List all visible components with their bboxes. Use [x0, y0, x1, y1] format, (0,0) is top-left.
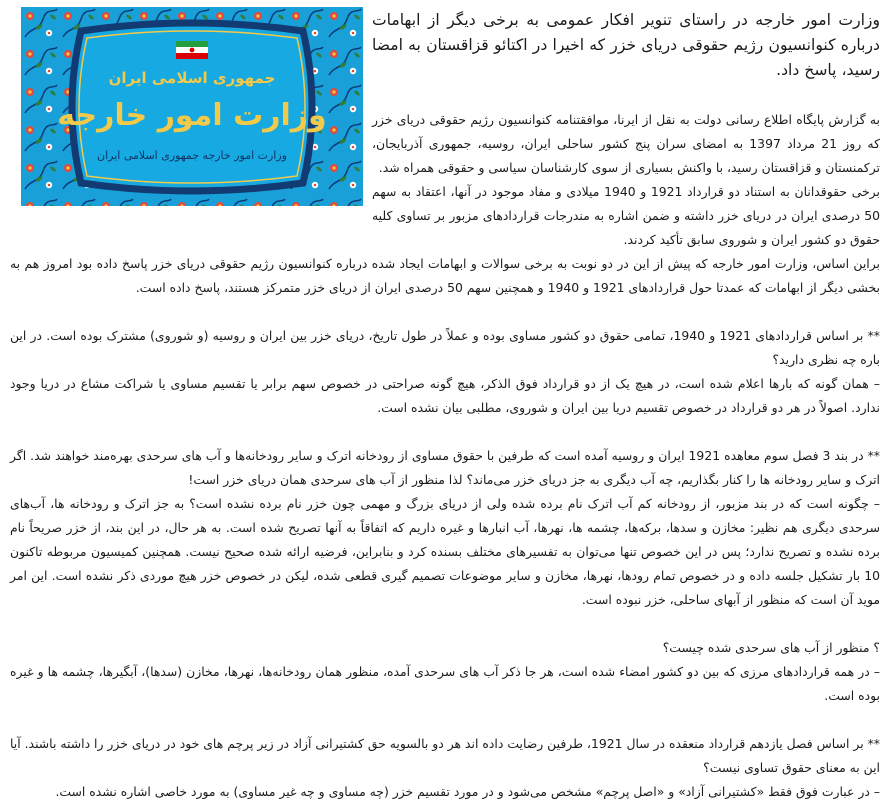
question-3: ؟ منظور از آب های سرحدی شده چیست؟: [662, 640, 880, 655]
paragraph-intro-1: به گزارش پایگاه اطلاع رسانی دولت به نقل از ایرنا، موافقتنامه کنوانسیون رژیم حقوقی دریای خزر که روز 21 مرداد 1397 به امضای سران پنج کشور ساحلی ایران، روسیه، جمهوری آذربایجان، ترکمنستان و قزاقستان رسید، با واکنش بسیاری از سوی کارشناسان سیاسی و حقوقی همراه شد.: [372, 112, 880, 175]
logo-line-republic: جمهوری اسلامی ایران: [108, 69, 276, 87]
answer-2: – چگونه است که در بند مزبور، از رودخانه کم آب اترک نام برده شده ولی از دریای بزرگ و مهمی چون خزر نام برده نشده است؟ به جز اترک و رودخانه ها، آب‌های سرحدی دیگری هم نظیر: مخازن و سدها، برکه‌ها، چشمه ها، نهرها، آب انبارها و غیره داریم که اتفاقاً به آنها تصریح شده است. به هر حال، در این بند، از خزر صریحاً نام برده نشده و تصریح ندارد؛ پس در این خصوص تنها می‌توان به تفسیرهای مختلف بسنده کرد و بنابراین، فرضیه ارائه شده صحیح نیست. همچنین کمیسیون مربوطه تاکنون 10 بار تشکیل جلسه داده و در خصوص تمام رودها، نهرها، مخازن و سایر موضوعات تصمیم گیری قطعی شده، لیکن در خصوص خزر هیچ موردی ذکر نشده است. این امر موید آن است که منظور از آبهای ساحلی، خزر نبوده است.: [10, 496, 880, 607]
logo-line-ministry: وزارت امور خارجه: [57, 98, 327, 133]
question-2: ** در بند 3 فصل سوم معاهده 1921 ایران و روسیه آمده است که طرفین با حقوق مساوی از رودخانه اترک و سایر رودخانه‌ها و آب های سرحدی بهره‌مند خواهند شد. اگر اترک و سایر رودخانه ها را کنار بگذاریم، چه آب دیگری به جز دریای خزر می‌ماند؟ لذا منظور از آب های سرحدی همان دریای خزر است!: [10, 448, 881, 487]
paragraph-intro-3: براین اساس، وزارت امور خارجه که پیش از این در دو نوبت به برخی سوالات و ابهامات ایجاد شده درباره کنوانسیون رژیم حقوقی دریای خزر پاسخ داده بود امروز هم به بخشی دیگر از ابهامات که عمدتا حول قراردادهای 1921 و 1940 و همچنین سهم 50 درصدی ایران از دریای خزر متمرکز هستند، پاسخ داده است.: [10, 256, 880, 295]
logo-line-full: وزارت امور خارجه جمهوری اسلامی ایران: [97, 149, 287, 162]
article-body: [10, 108, 880, 804]
paragraph-intro-2: برخی حقوقدانان به استناد دو قرارداد 1921 و 1940 میلادی و مفاد موجود در آنها، اعتقاد به سهم 50 درصدی ایران در دریای خزر داشته و ضمن اشاره به مندرجات قراردادهای مزبور بر تساوی کلیه حقوق دو کشور ایران و شوروی سابق تأکید کردند.: [372, 184, 880, 247]
answer-3: – در همه قراردادهای مرزی که بین دو کشور امضاء شده است، هر جا ذکر آب های سرحدی آمده، منظور همان رودخانه‌ها، نهرها، مخازن (سدها)، آبگیرها، چشمه ها و غیره بوده است.: [10, 664, 880, 703]
question-4: ** بر اساس فصل یازدهم قرارداد منعقده در سال 1921، طرفین رضایت داده اند هر دو بالسویه حق کشتیرانی آزاد در زیر پرچم های خود در دریای خزر را داشته باشند. آیا این به معنای حقوق تساوی نیست؟: [10, 736, 880, 775]
flag-icon: [176, 41, 208, 59]
answer-1: – همان گونه که بارها اعلام شده است، در هیچ یک از دو قرارداد فوق الذکر، هیچ گونه صراحتی در خصوص سهم برابر یا تقسیم مساوی یا شراکت مشاع در دریا وجود ندارد. اصولاً در هر دو قرارداد در خصوص تقسیم دریا بین ایران و شوروی، مطلبی بیان نشده است.: [10, 376, 880, 415]
answer-4: – در عبارت فوق فقط «کشتیرانی آزاد» و «اصل پرچم» مشخص می‌شود و در مورد تقسیم خزر (چه مساوی و چه غیر مساوی) به مورد خاصی اشاره نشده است.: [55, 784, 880, 799]
headline: وزارت امور خارجه در راستای تنویر افکار عمومی به برخی دیگر از ابهامات درباره کنوانسیون رژیم حقوقی دریای خزر که اخیرا در اکتائو قزاقستان به امضا رسید، پاسخ داد.: [372, 11, 880, 79]
question-1: ** بر اساس قراردادهای 1921 و 1940، تمامی حقوق دو کشور مساوی بوده و عملاً در طول تاریخ، دریای خزر بین ایران و روسیه (و شوروی) مشترک بوده است. در این باره چه نظری دارید؟: [10, 328, 880, 367]
